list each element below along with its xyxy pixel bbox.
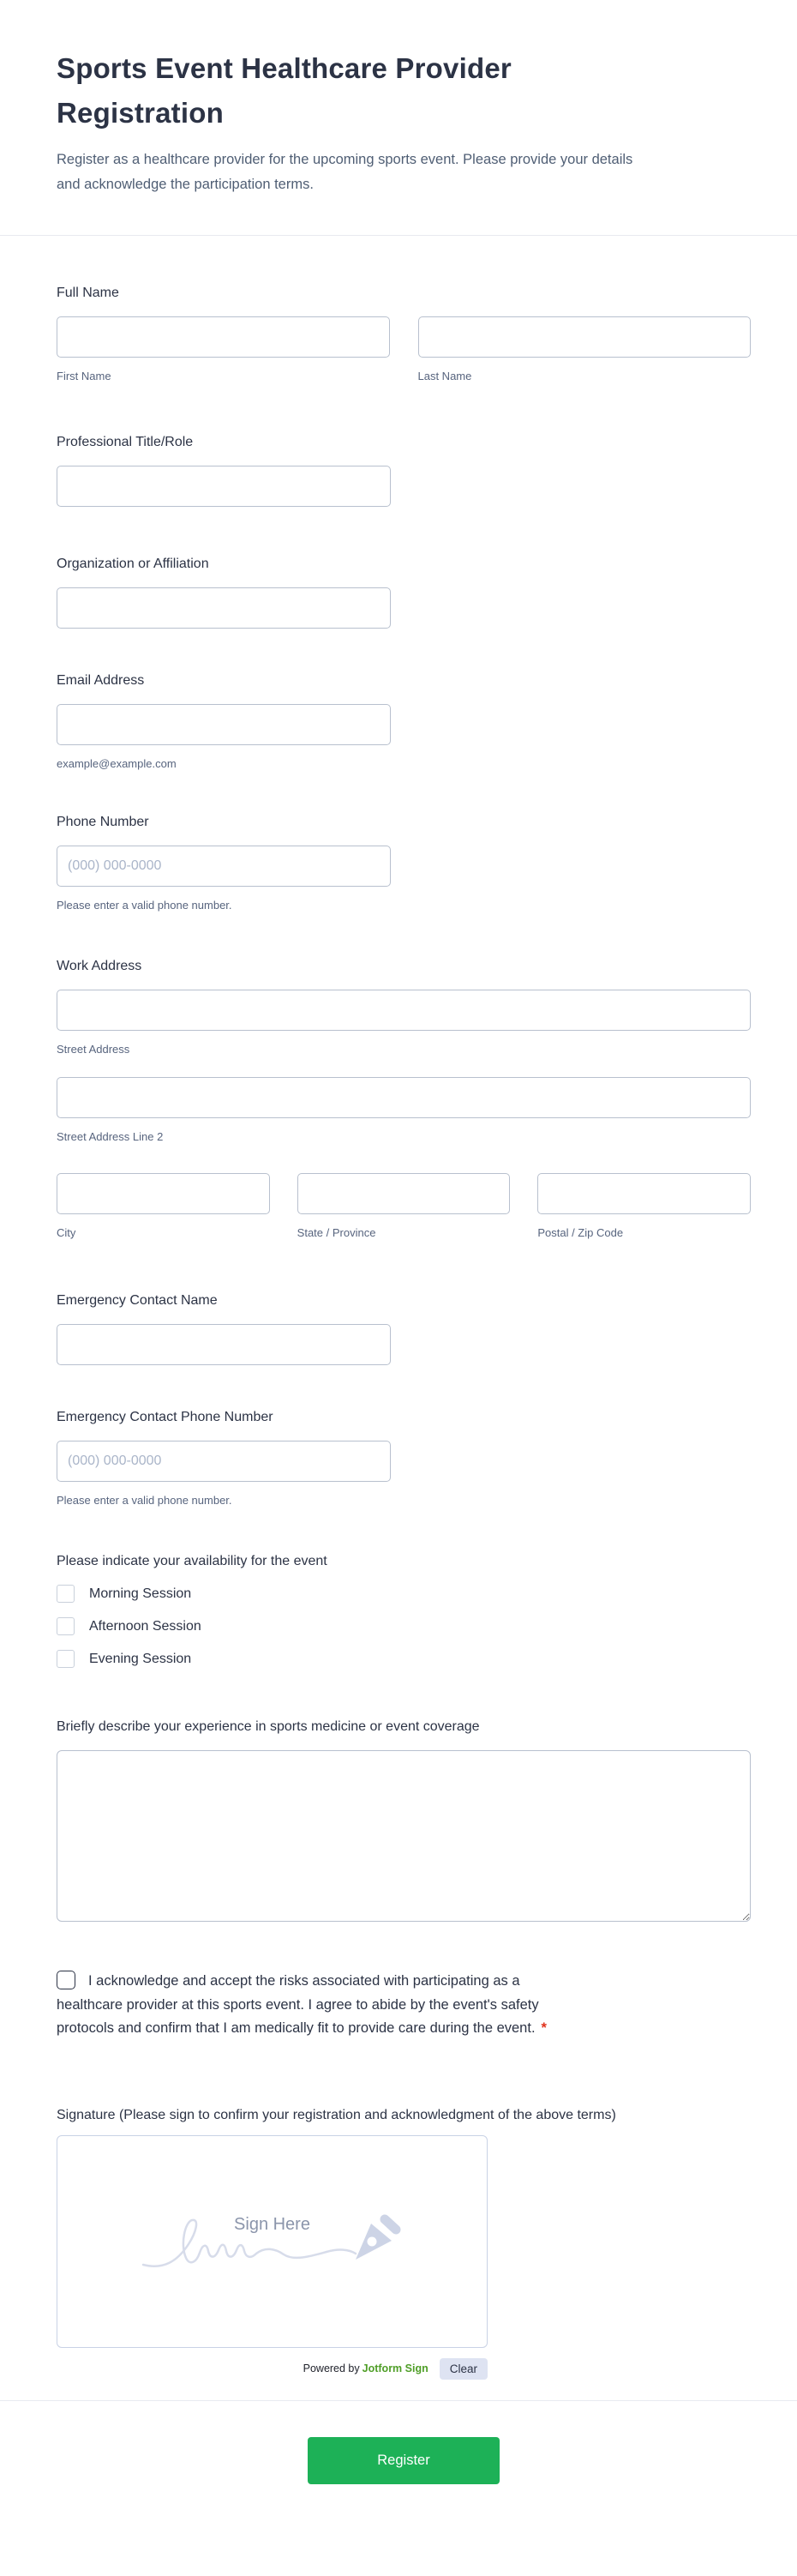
phone-input[interactable] — [57, 846, 391, 887]
emergency-contact-phone-label: Emergency Contact Phone Number — [57, 1410, 273, 1424]
availability-option-evening[interactable] — [57, 1650, 751, 1668]
morning-session-checkbox[interactable] — [57, 1585, 75, 1603]
city-input[interactable] — [57, 1173, 270, 1214]
email-sublabel: example@example.com — [57, 757, 177, 770]
form-header — [0, 0, 797, 236]
page-subtitle: Register as a healthcare provider for the upcoming sports event. Please provide your details and acknowledge the participation terms. — [57, 152, 633, 192]
experience-label: Briefly describe your experience in sports medicine or event coverage — [57, 1719, 480, 1734]
clear-signature-button[interactable]: Clear — [440, 2358, 488, 2380]
field-full-name — [57, 284, 751, 383]
morning-session-label: Morning Session — [89, 1586, 192, 1601]
evening-session-checkbox[interactable] — [57, 1650, 75, 1668]
phone-helper: Please enter a valid phone number. — [57, 899, 232, 912]
emergency-contact-name-input[interactable] — [57, 1324, 391, 1365]
city-sublabel: City — [57, 1226, 76, 1239]
organization-label: Organization or Affiliation — [57, 557, 209, 571]
afternoon-session-checkbox[interactable] — [57, 1617, 75, 1635]
field-work-address — [57, 957, 751, 1240]
evening-session-label: Evening Session — [89, 1651, 192, 1666]
experience-textarea[interactable] — [57, 1750, 751, 1922]
required-asterisk: * — [541, 2020, 547, 2036]
emergency-contact-phone-helper: Please enter a valid phone number. — [57, 1494, 232, 1507]
availability-options — [57, 1585, 751, 1668]
street-address-input[interactable] — [57, 990, 751, 1031]
submit-row — [0, 2401, 797, 2529]
first-name-input[interactable] — [57, 316, 390, 358]
field-emergency-contact-name — [57, 1291, 751, 1365]
acknowledgment-text: I acknowledge and accept the risks associated with participating as a healthcare provider at this sports event. I agree to abide by the event's safety protocols and confirm that I am medically fit to provide care during the event. — [57, 1973, 539, 2036]
powered-by-text — [303, 2362, 428, 2374]
zip-sublabel: Postal / Zip Code — [537, 1226, 624, 1239]
emergency-contact-phone-input[interactable] — [57, 1441, 391, 1482]
street-address-sublabel: Street Address — [57, 1043, 130, 1056]
field-phone — [57, 813, 751, 912]
state-sublabel: State / Province — [297, 1226, 376, 1239]
field-availability — [57, 1552, 751, 1668]
signature-pad[interactable] — [57, 2135, 488, 2348]
professional-title-label: Professional Title/Role — [57, 435, 194, 449]
emergency-contact-name-label: Emergency Contact Name — [57, 1293, 218, 1308]
first-name-sublabel: First Name — [57, 370, 111, 382]
availability-option-afternoon[interactable] — [57, 1617, 751, 1635]
register-button[interactable]: Register — [308, 2437, 500, 2484]
street-address2-sublabel: Street Address Line 2 — [57, 1130, 164, 1143]
field-signature — [57, 2104, 751, 2380]
form-body — [0, 284, 797, 2380]
full-name-label: Full Name — [57, 286, 119, 300]
phone-label: Phone Number — [57, 815, 149, 829]
field-acknowledgment — [57, 1970, 751, 2041]
field-email — [57, 671, 751, 771]
last-name-sublabel: Last Name — [417, 370, 472, 382]
sign-here-text: Sign Here — [234, 2214, 310, 2234]
signature-label: Signature (Please sign to confirm your registration and acknowledgment of the above terms) — [57, 2107, 616, 2122]
field-organization — [57, 555, 751, 629]
availability-label: Please indicate your availability for the event — [57, 1554, 327, 1568]
field-emergency-contact-phone — [57, 1408, 751, 1508]
afternoon-session-label: Afternoon Session — [89, 1618, 201, 1634]
acknowledgment-text-block — [57, 1970, 588, 2041]
field-experience — [57, 1718, 751, 1922]
organization-input[interactable] — [57, 587, 391, 629]
email-label: Email Address — [57, 673, 145, 688]
work-address-label: Work Address — [57, 959, 142, 973]
email-input[interactable] — [57, 704, 391, 745]
availability-option-morning[interactable] — [57, 1585, 751, 1603]
state-input[interactable] — [297, 1173, 511, 1214]
field-professional-title — [57, 433, 751, 507]
last-name-input[interactable] — [418, 316, 752, 358]
professional-title-input[interactable] — [57, 466, 391, 507]
powered-by-lead: Powered by — [303, 2362, 360, 2374]
zip-input[interactable] — [537, 1173, 751, 1214]
page-title: Sports Event Healthcare Provider Registration — [57, 52, 512, 129]
signature-footer — [57, 2358, 488, 2380]
acknowledgment-checkbox[interactable] — [57, 1971, 75, 1989]
street-address2-input[interactable] — [57, 1077, 751, 1118]
jotform-sign-brand: Jotform Sign — [362, 2362, 428, 2374]
